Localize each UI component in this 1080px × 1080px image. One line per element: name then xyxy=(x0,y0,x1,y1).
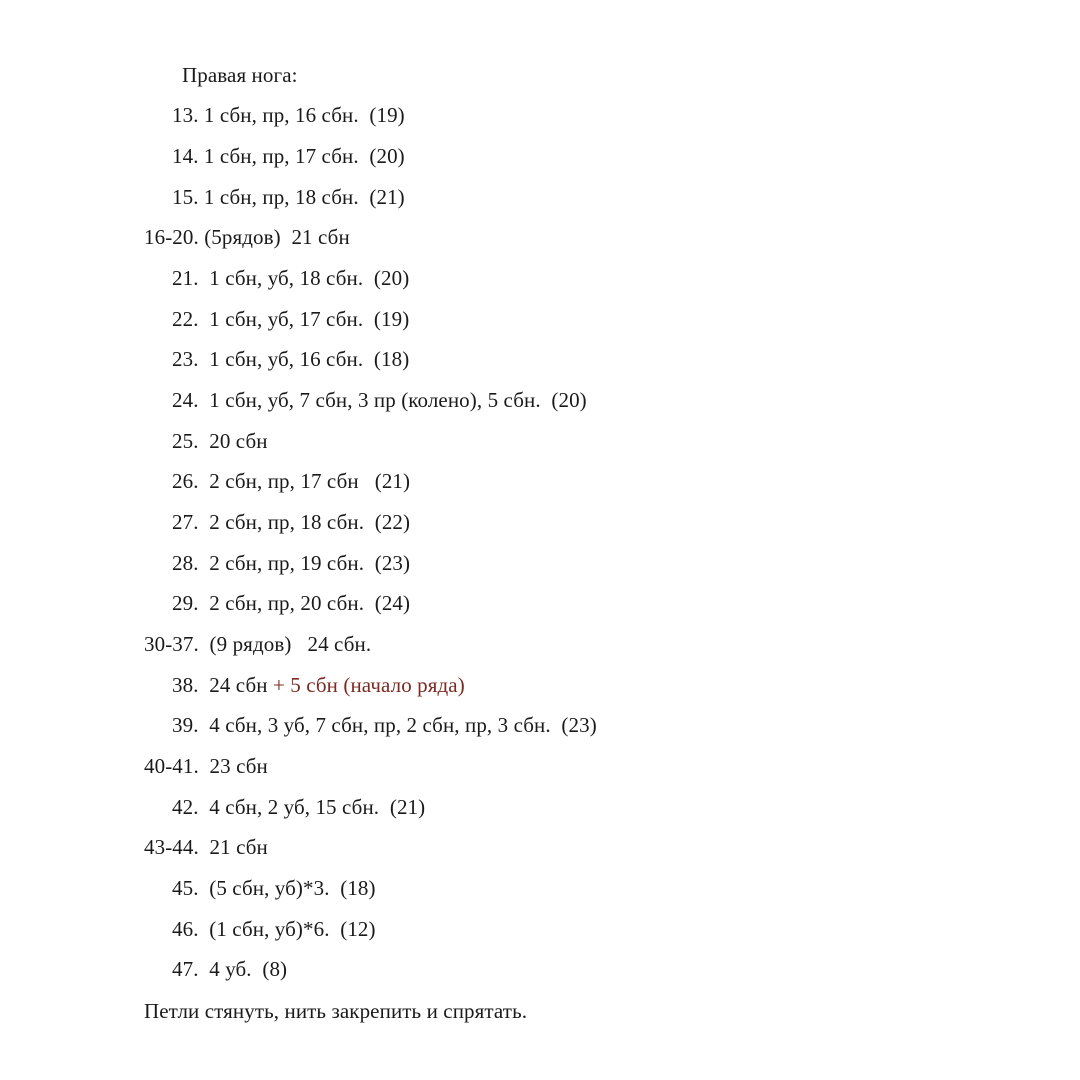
pattern-row-note: + 5 сбн (начало ряда) xyxy=(272,673,465,697)
pattern-row: 30-37. (9 рядов) 24 сбн. xyxy=(144,632,372,656)
pattern-row: 46. (1 сбн, уб)*6. (12) xyxy=(172,917,376,941)
pattern-row: 28. 2 сбн, пр, 19 сбн. (23) xyxy=(172,551,411,575)
closing-instruction: Петли стянуть, нить закрепить и спрятать. xyxy=(144,999,528,1023)
pattern-row: 16-20. (5рядов) 21 сбн xyxy=(144,225,350,249)
pattern-row: 23. 1 сбн, уб, 16 сбн. (18) xyxy=(172,347,410,371)
pattern-row: 21. 1 сбн, уб, 18 сбн. (20) xyxy=(172,266,410,290)
pattern-row: 29. 2 сбн, пр, 20 сбн. (24) xyxy=(172,591,411,615)
pattern-row: 25. 20 сбн xyxy=(172,429,268,453)
pattern-row: 27. 2 сбн, пр, 18 сбн. (22) xyxy=(172,510,411,534)
pattern-row: 22. 1 сбн, уб, 17 сбн. (19) xyxy=(172,307,410,331)
pattern-row: 43-44. 21 сбн xyxy=(144,835,268,859)
pattern-row: 15. 1 сбн, пр, 18 сбн. (21) xyxy=(172,185,405,209)
pattern-row: 14. 1 сбн, пр, 17 сбн. (20) xyxy=(172,144,405,168)
pattern-row: 47. 4 уб. (8) xyxy=(172,957,288,981)
pattern-row: 42. 4 сбн, 2 уб, 15 сбн. (21) xyxy=(172,795,426,819)
pattern-row xyxy=(172,672,465,698)
section-title: Правая нога: xyxy=(182,63,298,87)
pattern-row: 24. 1 сбн, уб, 7 сбн, 3 пр (колено), 5 сбн. (20) xyxy=(172,388,587,412)
pattern-row-main: 38. 24 сбн xyxy=(172,673,273,697)
pattern-row: 26. 2 сбн, пр, 17 сбн (21) xyxy=(172,469,411,493)
pattern-row: 13. 1 сбн, пр, 16 сбн. (19) xyxy=(172,103,405,127)
pattern-row: 40-41. 23 сбн xyxy=(144,754,268,778)
pattern-row: 39. 4 сбн, 3 уб, 7 сбн, пр, 2 сбн, пр, 3 сбн. (23) xyxy=(172,713,597,737)
pattern-row: 45. (5 сбн, уб)*3. (18) xyxy=(172,876,376,900)
